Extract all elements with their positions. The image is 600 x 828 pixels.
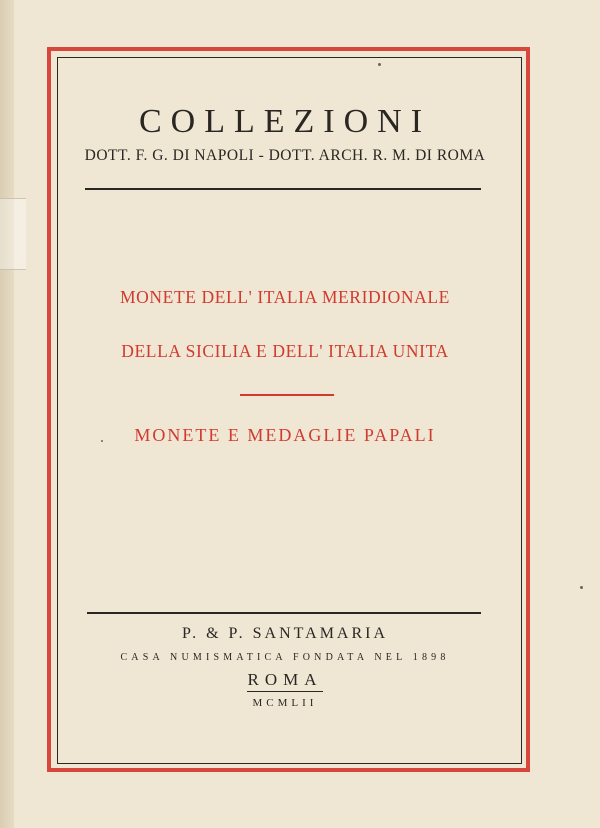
paper-speck xyxy=(378,63,381,66)
paper-speck xyxy=(580,586,583,589)
heading-line-2: DELLA SICILIA E DELL' ITALIA UNITA xyxy=(121,341,449,361)
cover-subtitle: DOTT. F. G. DI NAPOLI - DOTT. ARCH. R. M. DI ROMA xyxy=(84,147,486,164)
publication-year: MCMLII xyxy=(252,697,318,709)
city-label: ROMA xyxy=(247,670,322,692)
heading-line-1: MONETE DELL' ITALIA MERIDIONALE xyxy=(120,287,450,307)
spine-edge xyxy=(0,0,14,828)
publisher-name: P. & P. SANTAMARIA xyxy=(181,625,389,642)
heading-line-3: MONETE E MEDAGLIE PAPALI xyxy=(134,425,436,445)
bottom-divider xyxy=(87,612,481,614)
paper-speck xyxy=(101,440,103,442)
publication-city xyxy=(70,670,500,692)
top-divider xyxy=(85,188,481,190)
tape-strip xyxy=(0,198,26,270)
cover-title: COLLEZIONI xyxy=(138,103,432,140)
publisher-house: CASA NUMISMATICA FONDATA NEL 1898 xyxy=(120,652,450,663)
red-divider xyxy=(240,394,334,396)
